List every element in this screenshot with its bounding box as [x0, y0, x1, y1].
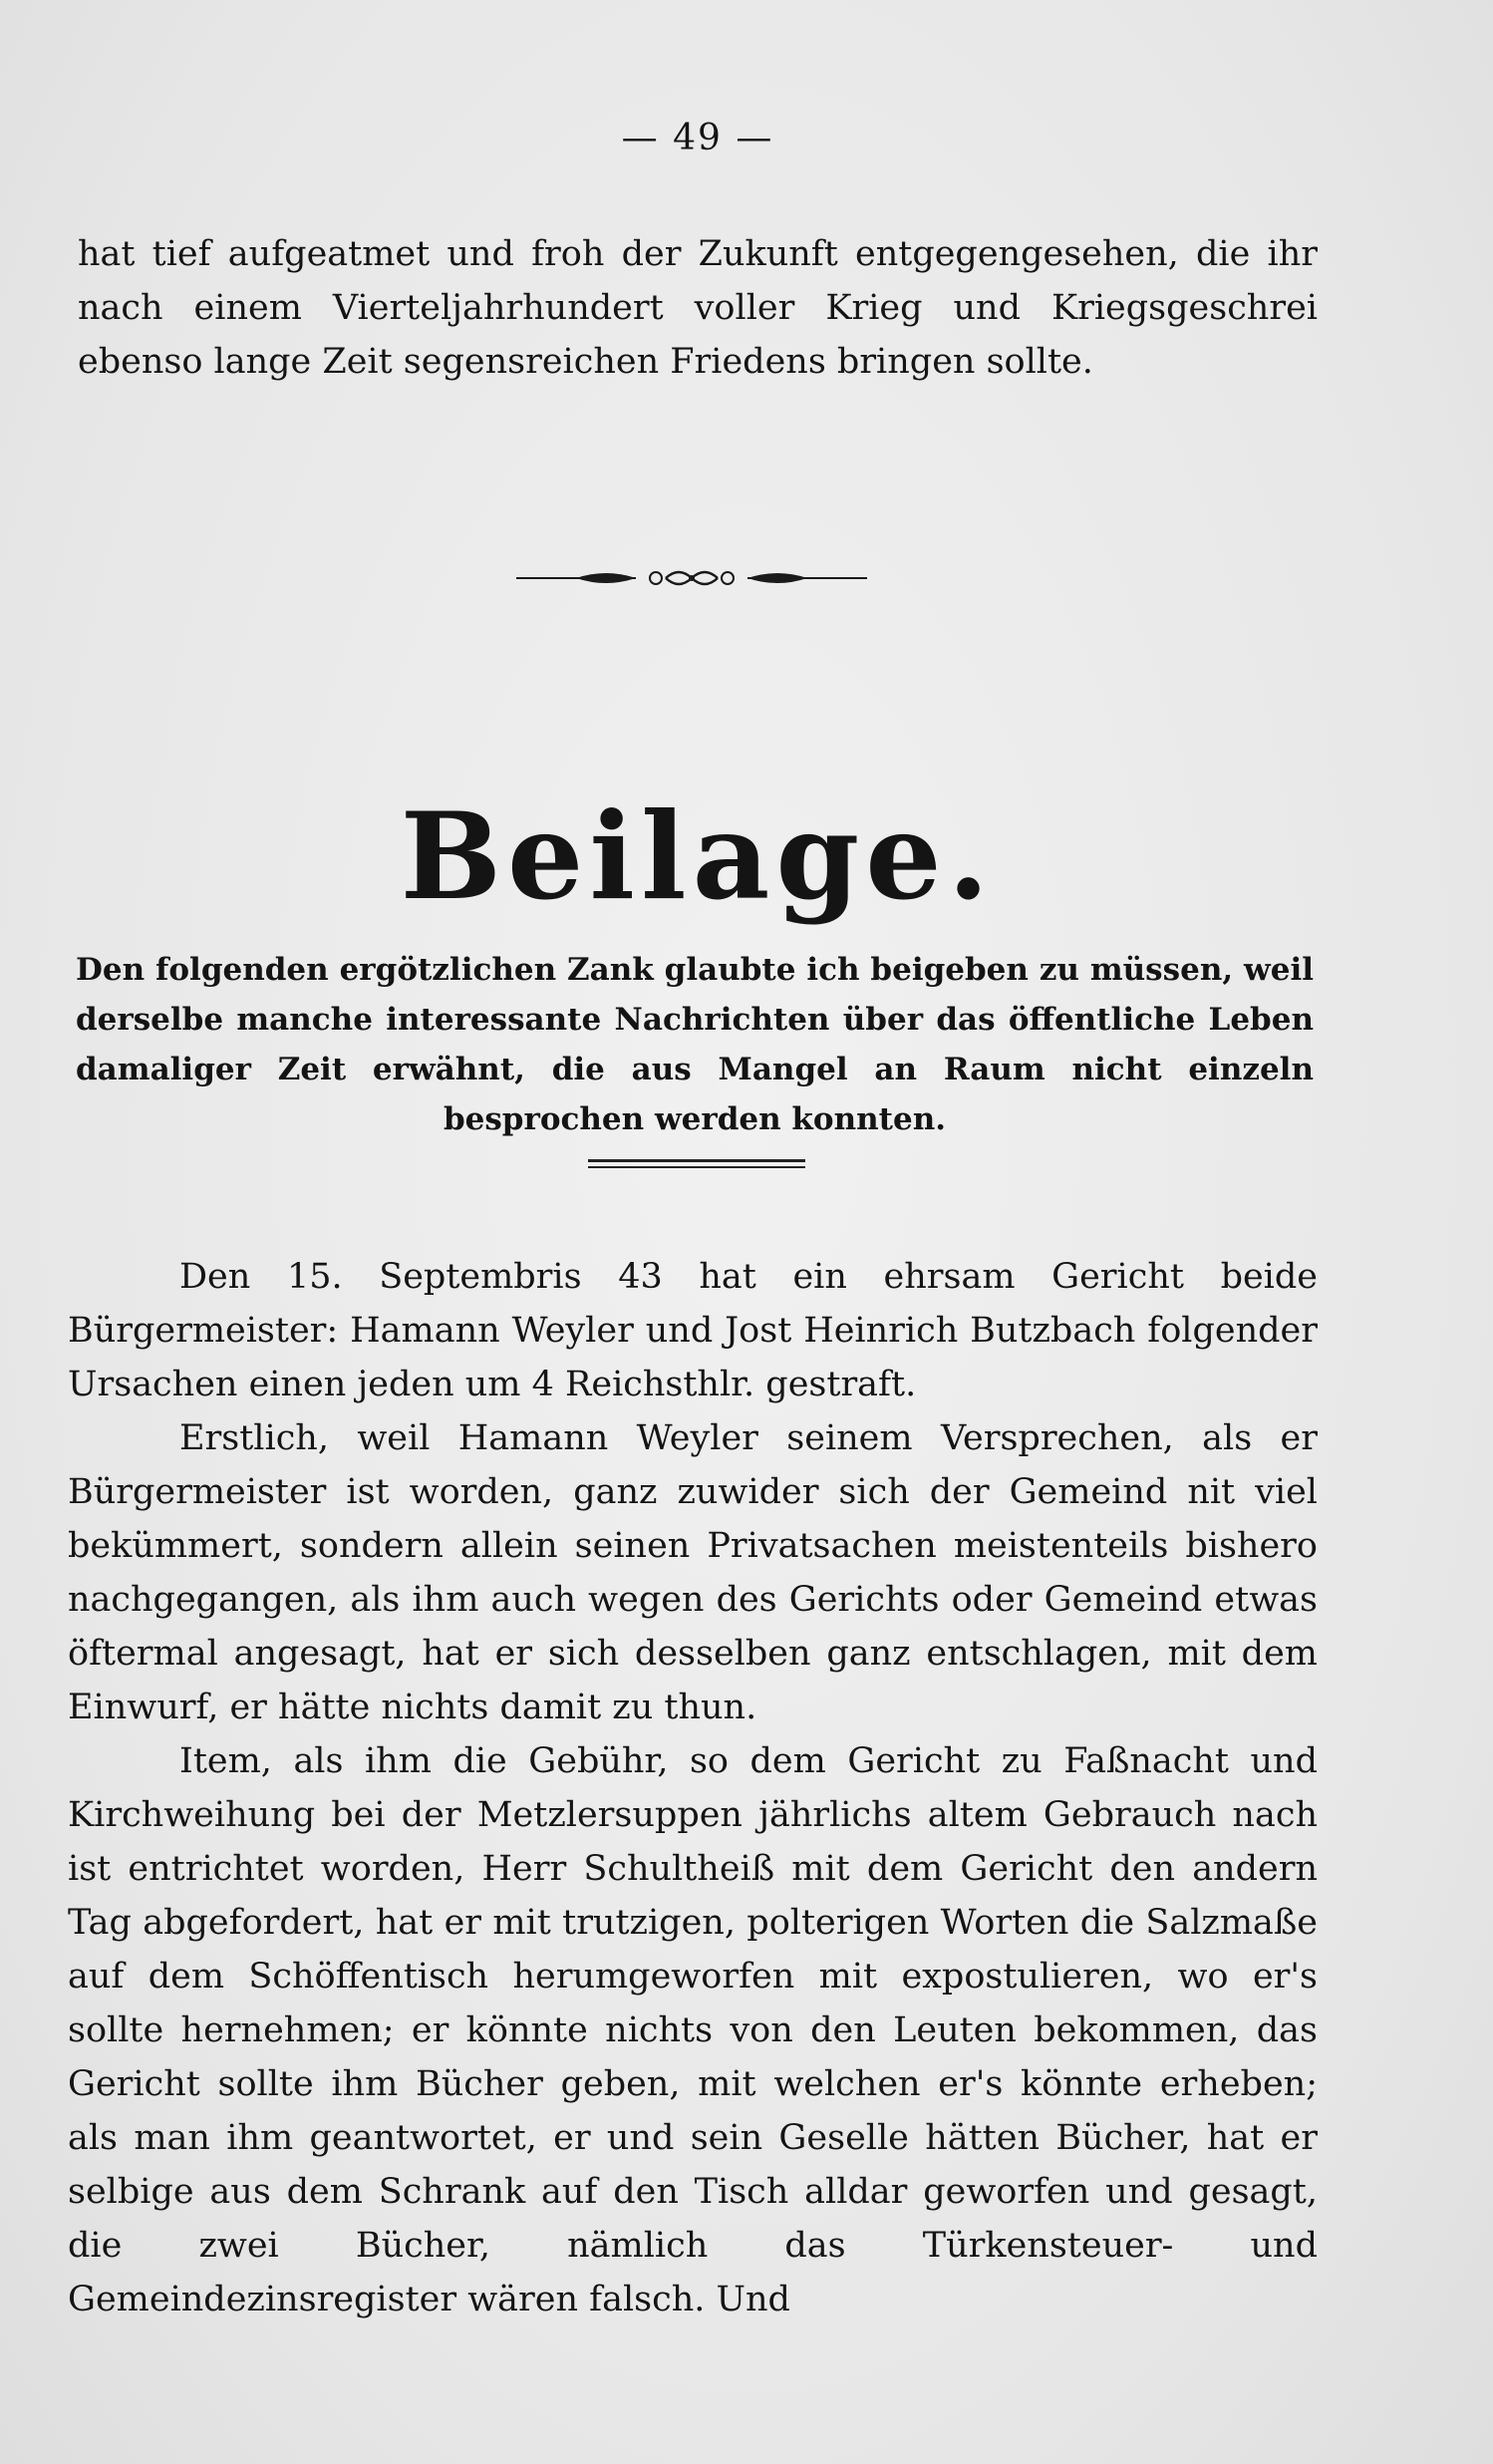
continuation-text: hat tief aufgeatmet und froh der Zukunft entgegengesehen, die ihr nach einem Vierteljahrhundert voller Krieg und Kriegsgeschrei ebenso lange Zeit segensreichen Friedens bringen sollte. [78, 234, 1318, 382]
ornament-divider-icon [516, 566, 867, 590]
continuation-paragraph [78, 227, 1318, 389]
intro-note: Den folgenden ergötzlichen Zank glaubte ich beigeben zu müssen, weil derselbe manche interessante Nachrichten über das öffentliche Leben damaliger Zeit erwähnt, die aus Mangel an Raum nicht einzeln besprochen werden konnten. [76, 952, 1314, 1137]
section-heading: Beilage. [400, 786, 996, 927]
paragraph-1: Den 15. Septembris 43 hat ein ehrsam Gericht beide Bürgermeister: Hamann Weyler und Jost Heinrich Butzbach folgender Ursachen einen jeden um 4 Reichsthlr. gestraft. [68, 1257, 1318, 1404]
divider-rule-bottom [588, 1166, 805, 1168]
paragraph-3: Item, als ihm die Gebühr, so dem Gericht zu Faßnacht und Kirchweihung bei der Metzlersuppen jährlichs altem Gebrauch nach ist entrichtet worden, Herr Schultheiß mit dem Gericht den andern Tag abgefordert, hat er mit trutzigen, polterigen Worten die Salzmaße auf dem Schöffentisch herumgeworfen mit expostulieren, wo er's sollte hernehmen; er könnte nichts von den Leuten bekommen, das Gericht sollte ihm Bücher geben, mit welchen er's könnte erheben; als man ihm geantwortet, er und sein Geselle hätten Bücher, hat er selbige aus dem Schrank auf den Tisch alldar geworfen und gesagt, die zwei Bücher, nämlich das Türkensteuer- und Gemeindezinsregister wären falsch. Und [68, 1741, 1318, 2319]
body-text [68, 1250, 1318, 2326]
paragraph-2: Erstlich, weil Hamann Weyler seinem Versprechen, als er Bürgermeister ist worden, ganz zuwider sich der Gemeind nit viel bekümmert, sondern allein seinen Privatsachen meistenteils bishero nachgegangen, als ihm auch wegen des Gerichts oder Gemeind etwas öftermal angesagt, hat er sich desselben ganz entschlagen, mit dem Einwurf, er hätte nichts damit zu thun. [68, 1418, 1318, 1727]
divider-rule-top [588, 1159, 805, 1162]
page-number: — 49 — [621, 118, 774, 158]
